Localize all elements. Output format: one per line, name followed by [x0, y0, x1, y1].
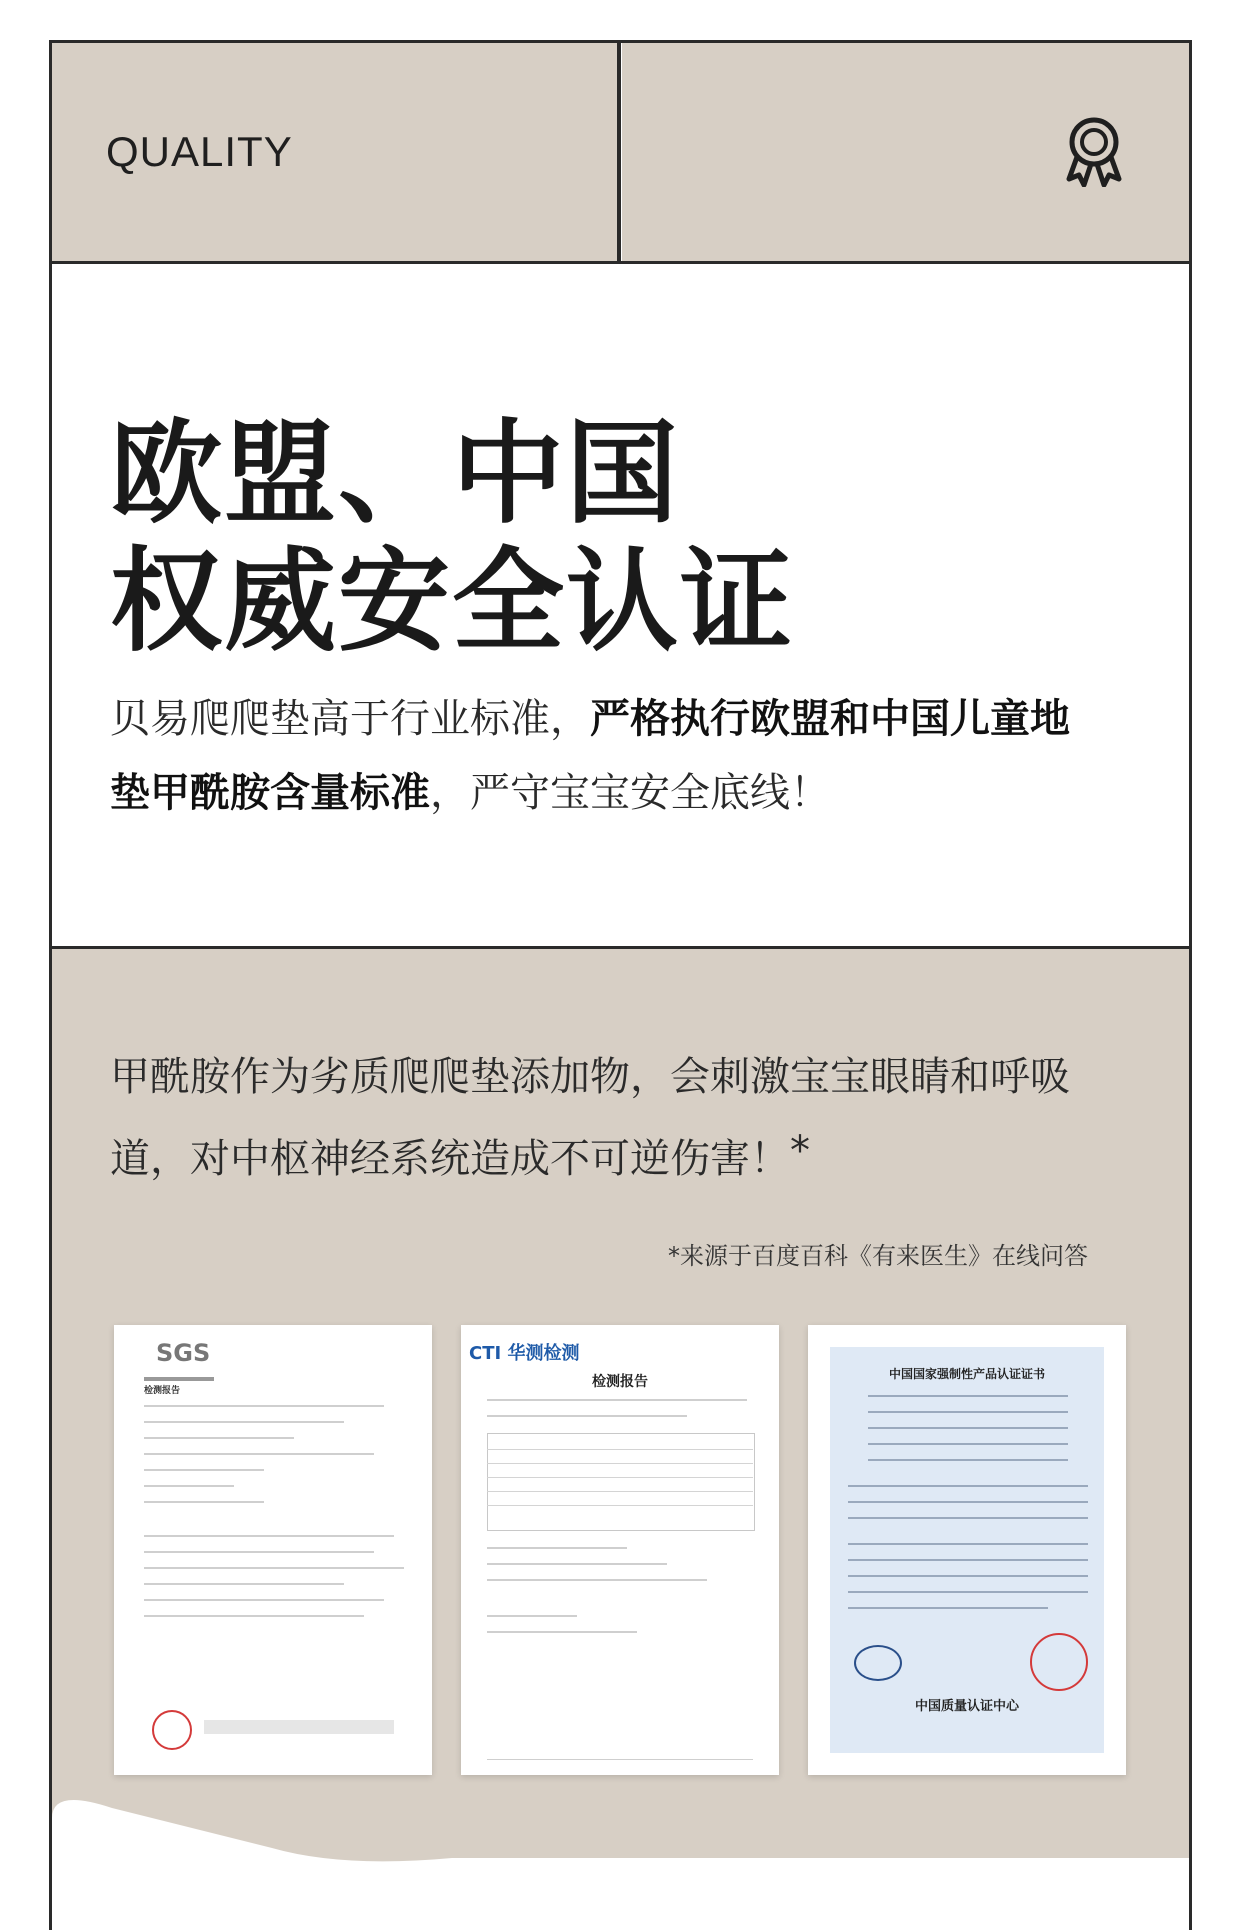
doc-line	[868, 1443, 1068, 1445]
doc-line	[487, 1463, 753, 1464]
doc-line	[487, 1477, 753, 1478]
doc-line	[144, 1437, 294, 1439]
source-note: *来源于百度百科《有来医生》在线问答	[668, 1242, 1088, 1270]
doc-line	[487, 1547, 627, 1549]
cti-report-title: 检测报告	[592, 1374, 648, 1390]
ccc-certificate-image	[808, 1325, 1126, 1775]
doc-line	[144, 1551, 374, 1553]
doc-line	[848, 1607, 1048, 1609]
info-paragraph-text: 甲酰胺作为劣质爬爬垫添加物，会刺激宝宝眼睛和呼吸道，对中枢神经系统造成不可逆伤害！	[110, 1054, 1070, 1182]
doc-line	[487, 1449, 753, 1450]
hero-title-line1: 欧盟、中国	[110, 409, 680, 539]
red-seal	[1030, 1633, 1088, 1691]
doc-line	[144, 1583, 344, 1585]
award-medal-icon	[1063, 115, 1125, 187]
doc-line	[848, 1485, 1088, 1487]
sgs-report-title: 检测报告	[144, 1386, 181, 1396]
red-seal	[152, 1710, 192, 1750]
doc-line	[204, 1720, 394, 1734]
cti-report-image	[461, 1325, 779, 1775]
doc-line	[848, 1501, 1088, 1503]
doc-line	[487, 1399, 747, 1401]
doc-line	[868, 1459, 1068, 1461]
header-divider	[617, 43, 621, 261]
subtitle-plain-2: ，严守宝宝安全底线！	[430, 770, 830, 816]
info-paragraph	[110, 1040, 1130, 1196]
doc-line	[144, 1567, 404, 1569]
quality-label: QUALITY	[106, 128, 293, 175]
info-asterisk: *	[790, 1128, 810, 1174]
ccc-issuer: 中国质量认证中心	[914, 1699, 1019, 1714]
subtitle-bold-1: 严格执行欧盟和中国儿童地	[590, 696, 1070, 742]
doc-line	[848, 1559, 1088, 1561]
doc-line	[144, 1485, 234, 1487]
doc-line	[848, 1575, 1088, 1577]
doc-line	[848, 1517, 1088, 1519]
doc-line	[144, 1535, 394, 1537]
doc-line	[487, 1505, 753, 1506]
hero-title-line2: 权威安全认证	[110, 537, 794, 667]
doc-line	[487, 1415, 687, 1417]
doc-line	[848, 1591, 1088, 1593]
ccc-certificate-title: 中国国家强制性产品认证证书	[888, 1367, 1045, 1381]
doc-line	[868, 1427, 1068, 1429]
hero-subtitle	[110, 682, 1110, 830]
decorative-curve	[52, 1788, 1189, 1920]
ccc-logo-icon	[854, 1645, 902, 1681]
hero-title	[110, 410, 794, 666]
doc-line	[487, 1563, 667, 1565]
doc-line	[144, 1615, 364, 1617]
cti-logo: CTI 华测检测	[469, 1343, 580, 1364]
result-table	[487, 1433, 755, 1531]
doc-line	[487, 1631, 637, 1633]
doc-line	[144, 1405, 384, 1407]
sgs-report-image	[114, 1325, 432, 1775]
doc-line	[144, 1421, 344, 1423]
doc-line	[144, 1453, 374, 1455]
doc-line	[487, 1579, 707, 1581]
certificate-blue-background	[830, 1347, 1104, 1753]
subtitle-plain-1: 贝易爬爬垫高于行业标准，	[110, 696, 590, 742]
doc-line	[144, 1501, 264, 1503]
doc-line	[848, 1543, 1088, 1545]
doc-line	[144, 1377, 214, 1381]
doc-line	[487, 1759, 753, 1760]
doc-line	[868, 1411, 1068, 1413]
doc-line	[487, 1615, 577, 1617]
doc-line	[144, 1599, 384, 1601]
doc-line	[868, 1395, 1068, 1397]
subtitle-bold-2: 垫甲酰胺含量标准	[110, 770, 430, 816]
doc-line	[144, 1469, 264, 1471]
doc-line	[487, 1491, 753, 1492]
sgs-logo: SGS	[156, 1339, 211, 1367]
